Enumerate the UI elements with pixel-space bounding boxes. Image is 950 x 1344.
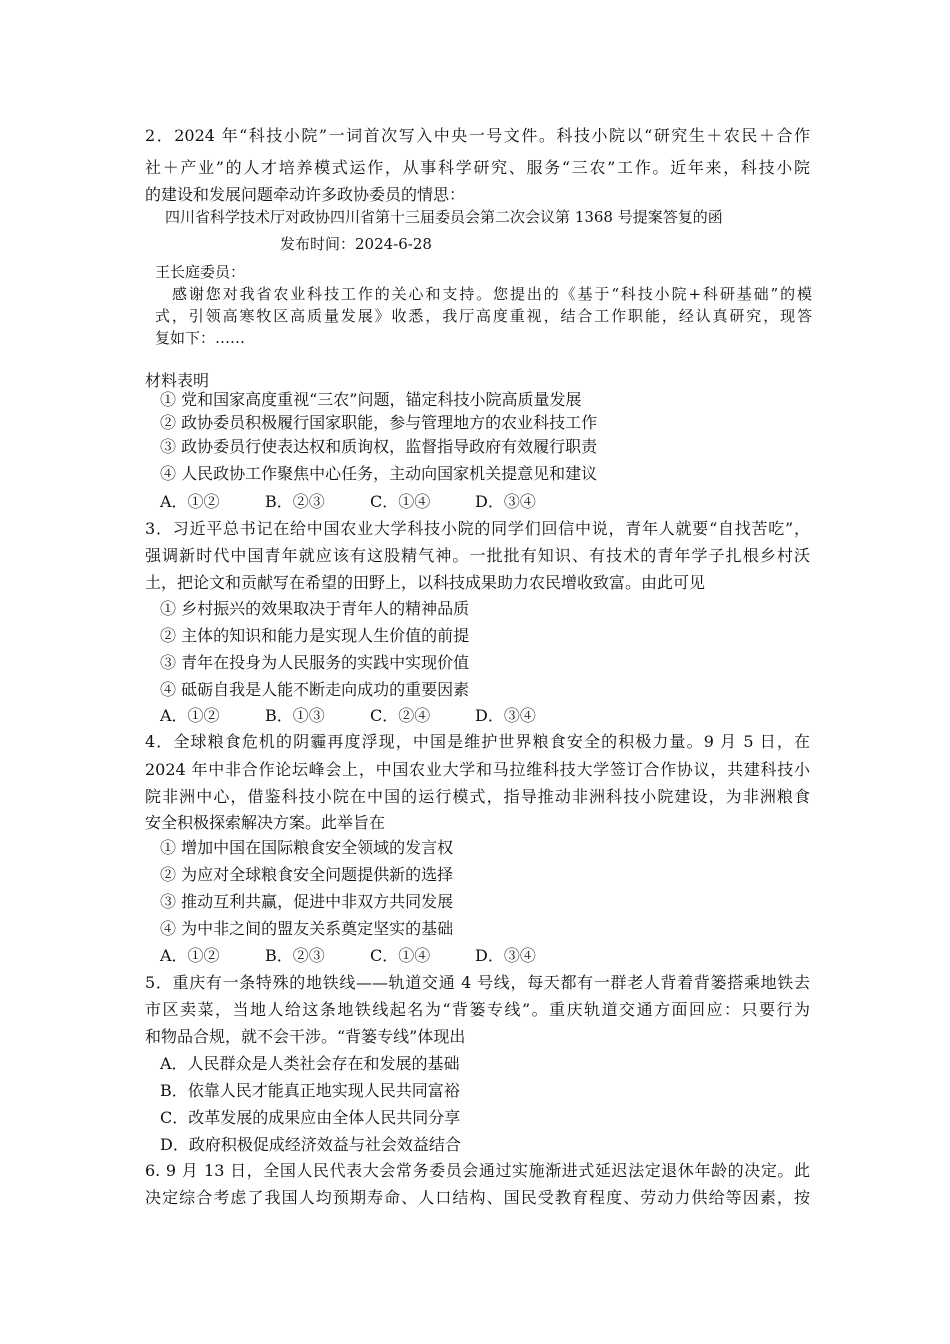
q3-stem-line-3: 土，把论文和贡献写在希望的田野上，以科技成果助力农民增收致富。由此可见	[145, 573, 706, 592]
q6-stem-line-2: 决定综合考虑了我国人均预期寿命、人口结构、国民受教育程度、劳动力供给等因素，按	[145, 1188, 810, 1207]
q5-option-c[interactable]: C．改革发展的成果应由全体人民共同分享	[160, 1108, 461, 1127]
q2-stem-line-1: 2．2024 年“科技小院”一词首次写入中央一号文件。科技小院以“研究生＋农民＋合作	[145, 126, 810, 145]
q3-choice-d[interactable]: D．③④	[475, 706, 536, 725]
q3-item-4: ④ 砥砺自我是人能不断走向成功的重要因素	[160, 680, 470, 699]
q4-item-1: ① 增加中国在国际粮食安全领域的发言权	[160, 838, 454, 857]
q3-choice-b[interactable]: B．①③	[265, 706, 325, 725]
q2-item-3: ③ 政协委员行使表达权和质询权，监督指导政府有效履行职责	[160, 437, 598, 456]
q4-stem-line-3: 院非洲中心，借鉴科技小院在中国的运行模式，指导推动非洲科技小院建设，为非洲粮食	[145, 787, 810, 806]
q2-choice-a[interactable]: A．①②	[160, 492, 220, 511]
q4-choice-a[interactable]: A．①②	[160, 946, 220, 965]
q2-stem-line-2: 社＋产业”的人才培养模式运作，从事科学研究、服务“三农”工作。近年来，科技小院	[145, 158, 810, 177]
q2-letter-body-line-2: 式，引领高寒牧区高质量发展》收悉，我厅高度重视，结合工作职能，经认真研究，现答	[155, 307, 812, 325]
q5-stem-line-2: 市区卖菜，当地人给这条地铁线起名为“背篓专线”。重庆轨道交通方面回应：只要行为	[145, 1000, 810, 1019]
q2-choice-c[interactable]: C．①④	[370, 492, 431, 511]
q2-item-2: ② 政协委员积极履行国家职能，参与管理地方的农业科技工作	[160, 413, 598, 432]
q3-item-2: ② 主体的知识和能力是实现人生价值的前提	[160, 626, 470, 645]
q2-stem-line-3: 的建设和发展问题牵动许多政协委员的情思：	[145, 185, 466, 204]
q5-option-d[interactable]: D．政府积极促成经济效益与社会效益结合	[160, 1135, 461, 1154]
q4-stem-line-2: 2024 年中非合作论坛峰会上，中国农业大学和马拉维科技大学签订合作协议，共建科技小	[145, 760, 810, 779]
q5-option-b[interactable]: B．依靠人民才能真正地实现人民共同富裕	[160, 1081, 460, 1100]
q4-stem-line-1: 4．全球粮食危机的阴霾再度浮现，中国是维护世界粮食安全的积极力量。9 月 5 日，在	[145, 732, 810, 751]
q4-choice-b[interactable]: B．②③	[265, 946, 325, 965]
q5-stem-line-3: 和物品合规，就不会干涉。“背篓专线”体现出	[145, 1027, 466, 1046]
q2-letter-body-line-1: 感谢您对我省农业科技工作的关心和支持。您提出的《基于“科技小院+科研基础”的模	[172, 285, 812, 303]
q4-choice-c[interactable]: C．①④	[370, 946, 431, 965]
q2-letter-salutation: 王长庭委员：	[155, 263, 246, 281]
q5-option-a[interactable]: A．人民群众是人类社会存在和发展的基础	[160, 1054, 460, 1073]
q3-stem-line-1: 3．习近平总书记在给中国农业大学科技小院的同学们回信中说，青年人就要“自找苦吃”，	[145, 519, 810, 538]
q4-stem-line-4: 安全积极探索解决方案。此举旨在	[145, 813, 386, 832]
q4-item-3: ③ 推动互利共赢，促进中非双方共同发展	[160, 892, 454, 911]
q2-letter-title: 四川省科学技术厅对政协四川省第十三届委员会第二次会议第 1368 号提案答复的函	[165, 208, 723, 226]
q2-letter-body-line-3: 复如下：……	[155, 329, 246, 347]
q2-choice-d[interactable]: D．③④	[475, 492, 536, 511]
q3-stem-line-2: 强调新时代中国青年就应该有这股精气神。一批批有知识、有技术的青年学子扎根乡村沃	[145, 546, 810, 565]
q6-stem-line-1: 6. 9 月 13 日，全国人民代表大会常务委员会通过实施渐进式延迟法定退休年龄的决定。此	[145, 1161, 810, 1180]
q4-choice-d[interactable]: D．③④	[475, 946, 536, 965]
q4-choices	[160, 946, 825, 966]
q4-item-2: ② 为应对全球粮食安全问题提供新的选择	[160, 865, 454, 884]
q2-lead: 材料表明	[145, 371, 210, 390]
q3-item-3: ③ 青年在投身为人民服务的实践中实现价值	[160, 653, 470, 672]
q3-choice-c[interactable]: C．②④	[370, 706, 431, 725]
q5-stem-line-1: 5．重庆有一条特殊的地铁线——轨道交通 4 号线，每天都有一群老人背着背篓搭乘地铁去	[145, 973, 810, 992]
q2-letter-date: 发布时间：2024-6-28	[280, 235, 432, 253]
q3-item-1: ① 乡村振兴的效果取决于青年人的精神品质	[160, 599, 470, 618]
q4-item-4: ④ 为中非之间的盟友关系奠定坚实的基础	[160, 919, 454, 938]
q2-item-1: ① 党和国家高度重视“三农”问题，锚定科技小院高质量发展	[160, 390, 582, 409]
q2-choices	[160, 492, 825, 512]
q3-choice-a[interactable]: A．①②	[160, 706, 220, 725]
q2-choice-b[interactable]: B．②③	[265, 492, 325, 511]
q3-choices	[160, 706, 825, 726]
q2-item-4: ④ 人民政协工作聚焦中心任务，主动向国家机关提意见和建议	[160, 464, 598, 483]
